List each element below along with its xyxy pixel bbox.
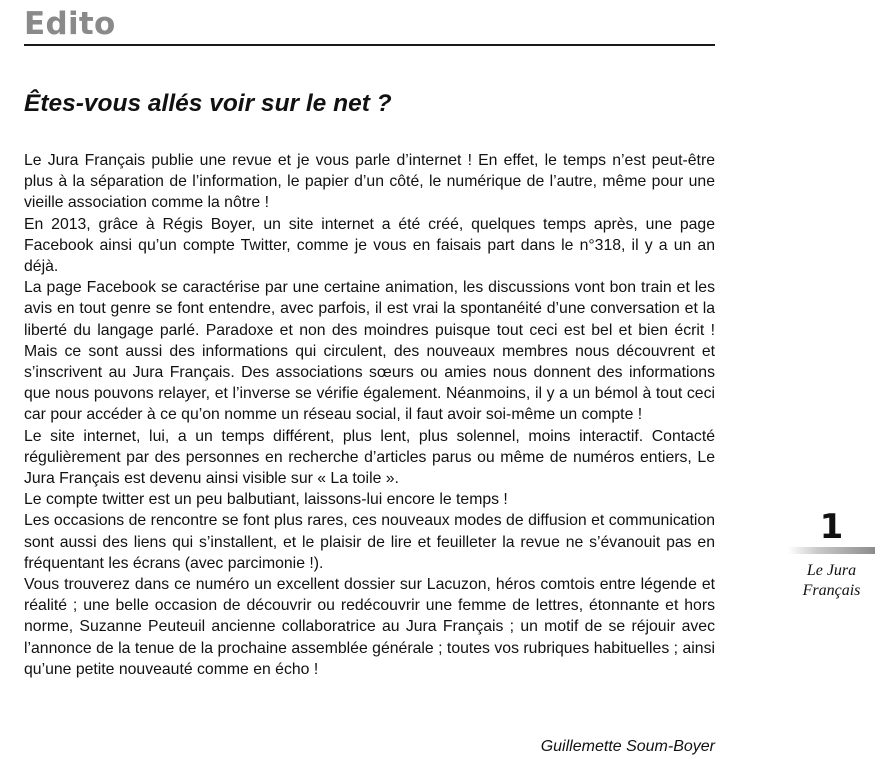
- page-number: 1: [819, 507, 844, 547]
- author-signature: Guillemette Soum-Boyer: [540, 738, 715, 755]
- article-paragraph: Le Jura Français publie une revue et je vous parle d’internet ! En effet, le temps n’est peut-être plus à la séparation de l’information, le papier d’un côté, le numérique de l’autre, même pour une vieille association comme la nôtre !: [24, 152, 715, 212]
- article-paragraph: Le compte twitter est un peu balbutiant, laissons-lui encore le temps !: [24, 491, 508, 509]
- article-headline: Êtes-vous allés voir sur le net ?: [24, 90, 392, 117]
- article-paragraph: En 2013, grâce à Régis Boyer, un site internet a été créé, quelques temps après, une page Facebook ainsi qu’un compte Twitter, comme je vous en faisais part dans le n°318, il y a un an déjà.: [24, 215, 715, 276]
- article-paragraph: Vous trouverez dans ce numéro un excellent dossier sur Lacuzon, héros comtois entre légende et réalité ; une belle occasion de découvrir ou redécouvrir une femme de lettres, étonnante et hors norme, Suzanne Peuteuil ancienne collaboratrice au Jura Français ; un motif de se réjouir avec l’annonce de la tenue de la prochaine assemblée générale ; toutes vos rubriques habituelles ; ainsi qu’une petite nouveauté comme en écho !: [24, 576, 715, 678]
- article-paragraph: La page Facebook se caractérise par une certaine animation, les discussions vont bon train et les avis en tout genre se font entendre, avec parfois, il est vrai la spontanéité d’une conversation et la liberté du langage parlé. Paradoxe et non des moindres puisque tout ceci est bel et bien écrit ! Mais ce sont aussi des informations qui circulent, des nouveaux membres nous découvrent et s’inscrivent au Jura Français. Des associations sœurs ou amies nous donnent des informations que nous pouvons relayer, et l’inverse se vérifie également. Néanmoins, il y a un bémol à tout ceci car pour accéder à ce qu’on nomme un réseau social, il faut avoir soi-même un compte !: [24, 279, 715, 424]
- publication-name-line: Français: [802, 582, 861, 599]
- article-paragraph: Le site internet, lui, a un temps différent, plus lent, plus solennel, moins interactif. Contacté régulièrement par des personnes en recherche d’articles parus ou même de numéros entiers, Le Jura Français est devenu ainsi visible sur « La toile ».: [24, 427, 715, 488]
- section-header: [24, 4, 715, 46]
- folio-rule: [788, 547, 875, 554]
- article-paragraph: Les occasions de rencontre se font plus rares, ces nouveaux modes de diffusion et communication sont aussi des liens qui s’installent, et le plaisir de lire et feuilleter la revue ne s’évanouit pas en fréquentant les écrans (avec parcimonie !).: [24, 512, 715, 572]
- publication-name: [788, 561, 875, 601]
- section-title: Edito: [24, 6, 116, 42]
- publication-name-line: Le Jura: [806, 562, 857, 579]
- article-body: [24, 150, 715, 680]
